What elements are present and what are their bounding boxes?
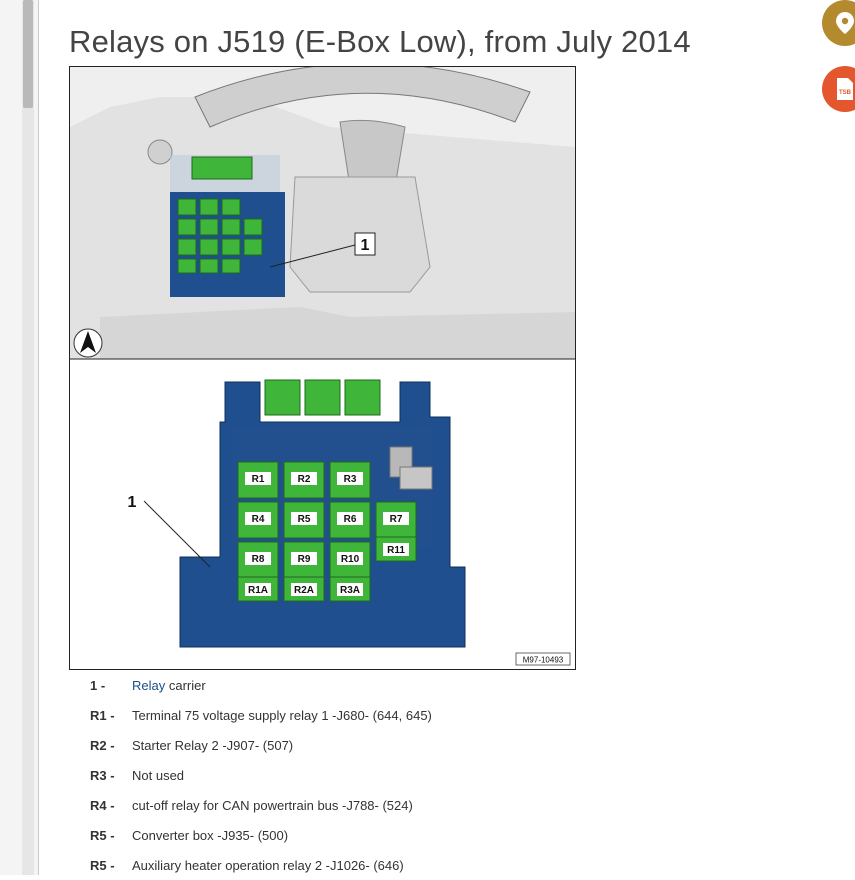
relay-label: R3 xyxy=(343,474,357,485)
relay-label: R1A xyxy=(247,585,269,596)
relay-label: R2A xyxy=(293,585,315,596)
tsb-button[interactable] xyxy=(822,66,855,112)
legend-row-carrier xyxy=(90,670,790,700)
legend-text: Not used xyxy=(132,767,185,783)
legend-text: Starter Relay 2 -J907- (507) xyxy=(132,737,294,753)
relay-r3 xyxy=(330,462,370,498)
legend-key: R5 - xyxy=(90,827,115,843)
callout-label-top: 1 xyxy=(360,237,370,254)
relay-label: R2 xyxy=(297,474,311,485)
legend-text-rest: carrier xyxy=(165,677,206,693)
relay-label: R1 xyxy=(251,474,265,485)
legend-key: 1 - xyxy=(90,677,106,693)
relay-r1 xyxy=(238,462,278,498)
relay-r11 xyxy=(376,537,416,561)
light-switch xyxy=(148,140,172,164)
callout-label-bottom: 1 xyxy=(127,494,137,511)
legend-row-r2 xyxy=(90,730,790,760)
legend-key: R4 - xyxy=(90,797,115,813)
relay-r4 xyxy=(238,502,278,538)
relay-r2a xyxy=(284,577,324,601)
relay-legend xyxy=(90,670,790,880)
relay-label: R10 xyxy=(340,554,360,565)
legend-key: R1 - xyxy=(90,707,115,723)
relay-label: R6 xyxy=(343,514,357,525)
location-button[interactable] xyxy=(822,0,855,46)
callout-leader-bottom xyxy=(144,501,210,567)
legend-row-r5 xyxy=(90,820,790,850)
legend-row-r3 xyxy=(90,760,790,790)
relay-r3a xyxy=(330,577,370,601)
legend-text xyxy=(132,678,206,693)
relay-label: R8 xyxy=(251,554,265,565)
relay-r2 xyxy=(284,462,324,498)
scroll-thumb[interactable] xyxy=(23,0,33,108)
legend-text: cut-off relay for CAN powertrain bus -J788- (524) xyxy=(132,797,413,813)
tsb-document-icon xyxy=(835,78,855,100)
tsb-label: TSB xyxy=(839,90,851,96)
legend-key: R3 - xyxy=(90,767,115,783)
scrollbar[interactable] xyxy=(22,0,34,875)
dash-lower-trim xyxy=(100,307,575,359)
relay-label: R7 xyxy=(389,514,403,525)
relay-figure xyxy=(69,66,576,670)
legend-text: Auxiliary heater operation relay 2 -J1026- (646) xyxy=(132,857,404,873)
legend-row-r1 xyxy=(90,700,790,730)
map-pin-icon xyxy=(836,12,854,34)
legend-row-r5-aux xyxy=(90,850,790,880)
relay-r10 xyxy=(330,542,370,578)
legend-key: R2 - xyxy=(90,737,115,753)
relay-link[interactable]: Relay xyxy=(132,677,166,693)
relay-label: R11 xyxy=(387,545,405,556)
relay-r7 xyxy=(376,502,416,538)
figure-code: M97-10493 xyxy=(522,655,564,665)
relay-label: R9 xyxy=(297,554,311,565)
relay-r1a xyxy=(238,577,278,601)
legend-row-r4 xyxy=(90,790,790,820)
relay-r9 xyxy=(284,542,324,578)
gray-connector-2 xyxy=(400,467,432,489)
top-relays-top-view xyxy=(192,157,252,179)
relay-r5 xyxy=(284,502,324,538)
relay-label: R4 xyxy=(251,514,265,525)
top-relay-row xyxy=(265,380,380,415)
relay-r6 xyxy=(330,502,370,538)
relay-label: R5 xyxy=(297,514,311,525)
relay-diagram xyxy=(70,67,575,669)
legend-text: Converter box -J935- (500) xyxy=(132,827,289,843)
legend-text: Terminal 75 voltage supply relay 1 -J680- (644, 645) xyxy=(132,707,432,723)
page-title: Relays on J519 (E-Box Low), from July 2014 xyxy=(69,24,691,59)
legend-key: R5 - xyxy=(90,857,115,873)
relay-r8 xyxy=(238,542,278,578)
relay-label: R3A xyxy=(339,585,361,596)
